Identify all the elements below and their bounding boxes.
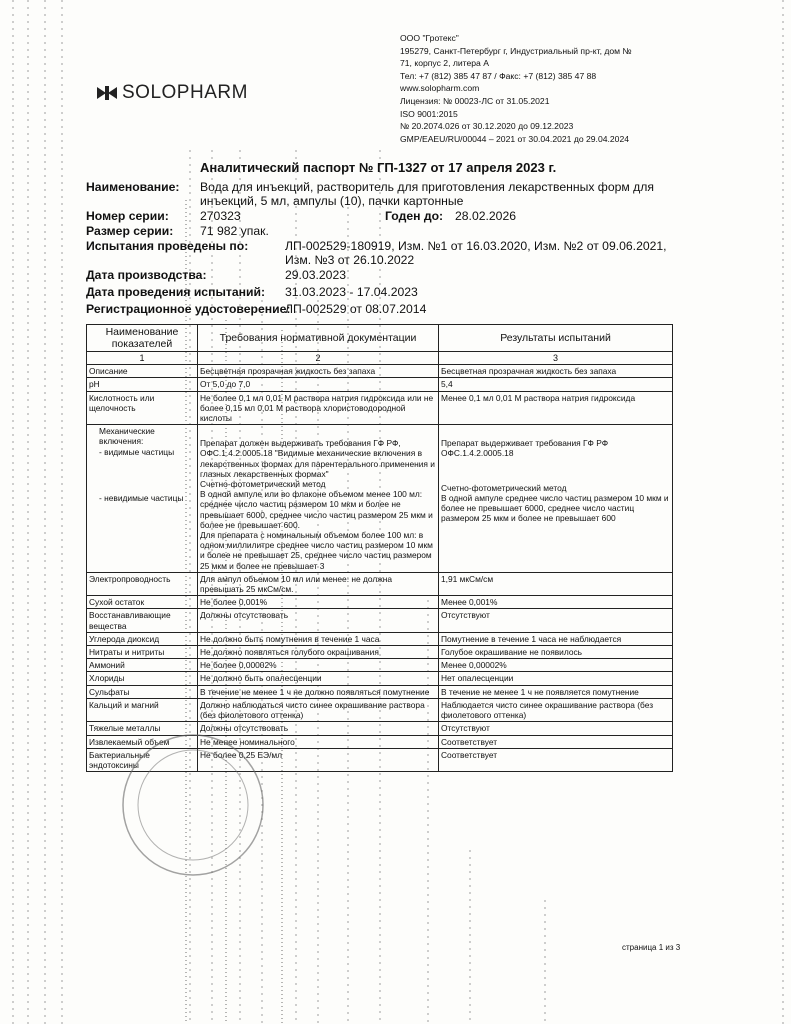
requirement-cell: Не должно быть опалесценции: [198, 672, 439, 685]
company-cert: № 20.2074.026 от 30.12.2020 до 09.12.2023: [400, 121, 574, 132]
result-cell: 5,4: [439, 378, 673, 391]
tested-line2: Изм. №3 от 26.10.2022: [285, 253, 415, 267]
mech-subvisible-label: - невидимые частицы: [99, 492, 184, 503]
size-label: Размер серии:: [86, 224, 174, 238]
result-cell: Менее 0,00002%: [439, 659, 673, 672]
results-table: [86, 324, 673, 772]
company-address-line1: 195279, Санкт-Петербург г, Индустриальный пр-кт, дом №: [400, 45, 632, 56]
result-cell: Соответствует: [439, 748, 673, 771]
mech-title: Механические включения:: [99, 426, 155, 447]
name-line2: инъекций, 5 мл, ампулы (10), пачки картонные: [200, 194, 464, 208]
table-row: [87, 391, 673, 425]
table-row: [87, 672, 673, 685]
requirement-cell: Должны отсутствовать: [198, 609, 439, 632]
indicator-cell: Кальций и магний: [87, 698, 198, 721]
logo-text: SOLOPHARM: [122, 82, 248, 103]
requirement-cell: Не более 0,00002%: [198, 659, 439, 672]
result-cell: 1,91 мкСм/см: [439, 572, 673, 595]
column-number: 1: [87, 352, 198, 365]
indicator-cell: Бактериальные эндотоксины: [87, 748, 198, 771]
mech-visible-req: Препарат должен выдерживать требования ГФ РФ, ОФС.1.4.2.0005.18 "Видимые механические включения в лекарственных формах для парентерального применения и глазных лекарственных формах": [200, 438, 435, 479]
table-row: [87, 609, 673, 632]
indicator-cell: Электропроводность: [87, 572, 198, 595]
company-gmp: GMP/EAEU/RU/00044 – 2021 от 30.04.2021 до 29.04.2024: [400, 133, 630, 144]
expiry-value: 28.02.2026: [455, 209, 516, 223]
result-cell: Менее 0,001%: [439, 596, 673, 609]
indicator-cell: Восстанавливающие вещества: [87, 609, 198, 632]
result-cell: Наблюдается чисто синее окрашивание раствора (без фиолетового оттенка): [439, 698, 673, 721]
requirement-cell: От 5,0 до 7,0: [198, 378, 439, 391]
table-row: [87, 365, 673, 378]
table-row: [87, 698, 673, 721]
requirement-cell: Не должно быть помутнения в течение 1 часа: [198, 632, 439, 645]
indicator-cell: Хлориды: [87, 672, 198, 685]
header-indicator: Наименование показателей: [87, 325, 198, 352]
requirement-cell: Должны отсутствовать: [198, 722, 439, 735]
result-cell: Бесцветная прозрачная жидкость без запаха: [439, 365, 673, 378]
result-cell: Отсутствуют: [439, 609, 673, 632]
table-row: [87, 632, 673, 645]
test-date-label: Дата проведения испытаний:: [86, 285, 266, 299]
indicator-cell: pH: [87, 378, 198, 391]
requirement-cell: Не более 0,25 ЕЭ/мл: [198, 748, 439, 771]
solopharm-logo: [96, 82, 248, 104]
column-number: 3: [439, 352, 673, 365]
requirement-cell: Не менее номинального: [198, 735, 439, 748]
indicator-cell: Описание: [87, 365, 198, 378]
requirement-cell: Для ампул объемом 10 мл или менее: не должна превышать 25 мкСм/см.: [198, 572, 439, 595]
company-license: Лицензия: № 00023-ЛС от 31.05.2021: [400, 95, 550, 106]
tested-line1: ЛП-002529-180919, Изм. №1 от 16.03.2020, Изм. №2 от 09.06.2021,: [285, 239, 667, 253]
registration-value: ЛП-002529 от 08.07.2014: [285, 302, 427, 316]
company-info: [400, 32, 670, 145]
indicator-cell: Нитраты и нитриты: [87, 646, 198, 659]
header-results: Результаты испытаний: [439, 325, 673, 352]
company-iso: ISO 9001:2015: [400, 108, 458, 119]
indicator-cell: Углерода диоксид: [87, 632, 198, 645]
mfg-date-value: 29.03.2023: [285, 268, 346, 282]
size-value: 71 982 упак.: [200, 224, 269, 238]
indicator-cell: [87, 425, 198, 573]
series-label: Номер серии:: [86, 209, 169, 223]
series-value: 270323: [200, 209, 241, 223]
test-date-value: 31.03.2023 - 17.04.2023: [285, 285, 418, 299]
mech-visible-label: - видимые частицы: [99, 446, 175, 457]
name-label: Наименование:: [86, 180, 180, 194]
company-phone: Тел: +7 (812) 385 47 87 / Факс: +7 (812) 385 47 88: [400, 70, 597, 81]
company-name: ООО "Гротекс": [400, 33, 459, 43]
mfg-date-label: Дата производства:: [86, 268, 207, 282]
indicator-cell: Извлекаемый объем: [87, 735, 198, 748]
result-cell: Голубое окрашивание не появилось: [439, 646, 673, 659]
table-row: [87, 659, 673, 672]
result-cell: Нет опалесценции: [439, 672, 673, 685]
indicator-cell: Аммоний: [87, 659, 198, 672]
table-row: [87, 572, 673, 595]
name-line1: Вода для инъекций, растворитель для приготовления лекарственных форм для: [200, 180, 654, 194]
result-cell: Менее 0,1 мл 0,01 М раствора натрия гидроксида: [439, 391, 673, 425]
result-cell: В течение не менее 1 ч не появляется помутнение: [439, 685, 673, 698]
mech-subvisible-req: Счетно-фотометрический метод В одной ампуле или во флаконе объемом менее 100 мл: среднее число частиц размером 10 мкм и более не превышает 6000, среднее число частиц размером 25 мкм и более не превышает 600. Для препарата с номинальным объемом более 100 мл: в одном миллилитре среднее число частиц размером 10 мкм и более не превышает 25, среднее число частиц размером 25 мкм и более не превышает 3: [200, 479, 433, 571]
table-row: [87, 646, 673, 659]
result-cell: [439, 425, 673, 573]
table-header-row: [87, 325, 673, 352]
mechanical-inclusions-row: [87, 425, 673, 573]
document-title: Аналитический паспорт № ГП-1327 от 17 апреля 2023 г.: [200, 160, 557, 175]
requirement-cell: Должно наблюдаться чисто синее окрашивание раствора (без фиолетового оттенка): [198, 698, 439, 721]
expiry-label: Годен до:: [385, 209, 444, 223]
round-stamp-icon: [118, 730, 268, 880]
indicator-cell: Сульфаты: [87, 685, 198, 698]
column-number-row: [87, 352, 673, 365]
requirement-cell: Не более 0,001%: [198, 596, 439, 609]
result-cell: Помутнение в течение 1 часа не наблюдается: [439, 632, 673, 645]
result-cell: Отсутствуют: [439, 722, 673, 735]
mech-subvisible-res: Счетно-фотометрический метод В одной ампуле среднее число частиц размером 10 мкм и более не превышает 6000, среднее число частиц размером 25 мкм и более не превышает 600: [441, 482, 669, 524]
registration-label: Регистрационное удостоверение:: [86, 302, 291, 316]
requirement-cell: Не более 0,1 мл 0,01 М раствора натрия гидроксида или не более 0,15 мл 0,01 М раствора хлористоводородной кислоты: [198, 391, 439, 425]
indicator-cell: Тяжелые металлы: [87, 722, 198, 735]
indicator-cell: Кислотность или щелочность: [87, 391, 198, 425]
requirement-cell: Бесцветная прозрачная жидкость без запаха: [198, 365, 439, 378]
company-address-line2: 71, корпус 2, литера А: [400, 58, 489, 69]
requirement-cell: В течение не менее 1 ч не должно появляться помутнение: [198, 685, 439, 698]
company-website: www.solopharm.com: [400, 83, 480, 94]
table-row: [87, 596, 673, 609]
mech-visible-res: Препарат выдерживает требования ГФ РФ ОФС.1.4.2.0005.18: [441, 438, 609, 459]
table-row: [87, 685, 673, 698]
header-requirements: Требования нормативной документации: [198, 325, 439, 352]
result-cell: Соответствует: [439, 735, 673, 748]
column-number: 2: [198, 352, 439, 365]
table-row: [87, 378, 673, 391]
indicator-cell: Сухой остаток: [87, 596, 198, 609]
requirement-cell: Не должно появляться голубого окрашивания: [198, 646, 439, 659]
page-number: страница 1 из 3: [622, 943, 681, 952]
tested-label: Испытания проведены по:: [86, 239, 249, 253]
solopharm-logo-icon: [96, 84, 118, 102]
requirement-cell: [198, 425, 439, 573]
